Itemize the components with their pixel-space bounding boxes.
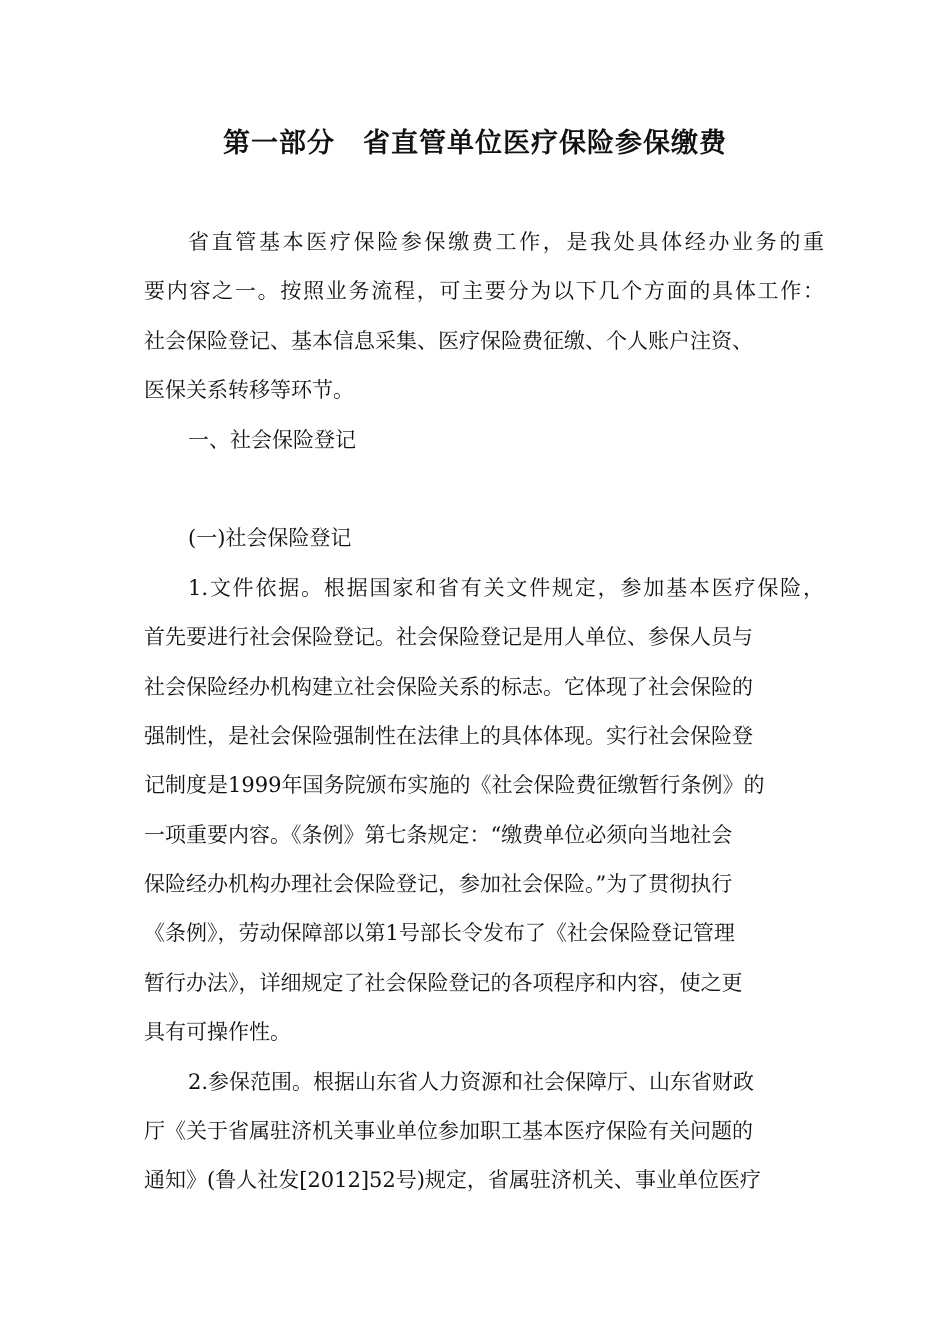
document-body [144,218,824,1206]
page-title: 第一部分 省直管单位医疗保险参保缴费 [223,128,727,159]
paragraph-line: 要内容之一。按照业务流程，可主要分为以下几个方面的具体工作： [144,279,824,304]
blank-line [144,465,824,514]
paragraph-line: 记制度是1999年国务院颁布实施的《社会保险费征缴暂行条例》的 [144,773,765,798]
paragraph-line: 强制性，是社会保险强制性在法律上的具体体现。实行社会保险登 [144,723,753,748]
paragraph-line: 1.文件依据。根据国家和省有关文件规定，参加基本医疗保险， [188,575,824,600]
paragraph-line: 《条例》，劳动保障部以第1号部长令发布了《社会保险登记管理 [144,921,735,946]
paragraph-line: 社会保险经办机构建立社会保险关系的标志。它体现了社会保险的 [144,674,753,699]
paragraph-line: 一项重要内容。《条例》第七条规定：“缴费单位必须向当地社会 [144,822,733,847]
paragraph-line: 具有可操作性。 [144,1020,291,1045]
paragraph-line: 省直管基本医疗保险参保缴费工作，是我处具体经办业务的重 [188,230,824,254]
paragraph-line: 保险经办机构办理社会保险登记，参加社会保险。”为了贯彻执行 [144,872,733,897]
subsection-heading: (一)社会保险登记 [188,526,352,551]
paragraph-line: 医保关系转移等环节。 [144,378,354,403]
section-heading: 一、社会保险登记 [188,427,356,452]
paragraph-line: 厅《关于省属驻济机关事业单位参加职工基本医疗保险有关问题的 [144,1119,753,1144]
paragraph-line: 2.参保范围。根据山东省人力资源和社会保障厅、山东省财政 [188,1069,755,1094]
paragraph-line: 首先要进行社会保险登记。社会保险登记是用人单位、参保人员与 [144,625,753,650]
paragraph-line: 社会保险登记、基本信息采集、医疗保险费征缴、个人账户注资、 [144,328,753,353]
paragraph-line: 通知》(鲁人社发[2012]52号)规定，省属驻济机关、事业单位医疗 [144,1168,761,1193]
paragraph-line: 暂行办法》，详细规定了社会保险登记的各项程序和内容，使之更 [144,970,743,995]
